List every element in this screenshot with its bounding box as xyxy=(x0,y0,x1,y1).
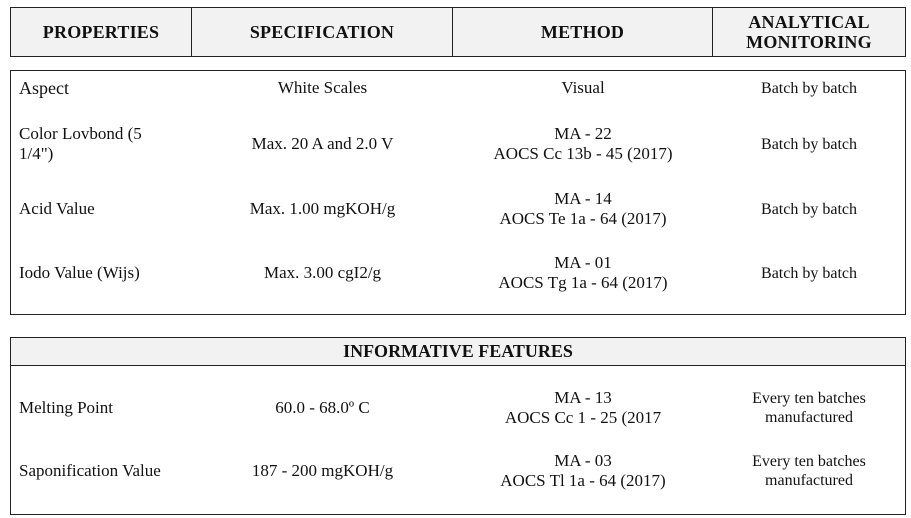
monitoring-cell xyxy=(713,452,905,490)
header-properties: PROPERTIES xyxy=(11,8,192,56)
property-cell xyxy=(11,124,192,164)
method-cell xyxy=(453,253,713,293)
method-line1: MA - 14 xyxy=(554,189,612,208)
method-line2: AOCS Cc 1 - 25 (2017 xyxy=(504,408,662,427)
property-line2: 1/4") xyxy=(19,144,54,163)
monitoring-cell: Batch by batch xyxy=(761,79,857,97)
property-cell: Saponification Value xyxy=(19,461,161,480)
header-analytical-monitoring xyxy=(713,8,905,56)
property-cell: Iodo Value (Wijs) xyxy=(19,263,140,282)
monitoring-cell: Batch by batch xyxy=(761,135,857,153)
monitoring-cell: Batch by batch xyxy=(761,200,857,218)
method-line2: AOCS Cc 13b - 45 (2017) xyxy=(493,144,673,163)
monitoring-line1: Every ten batches xyxy=(752,453,866,470)
header-monitoring-line1: ANALYTICAL xyxy=(748,12,870,32)
header-method: METHOD xyxy=(453,8,713,56)
monitoring-line1: Every ten batches xyxy=(752,390,866,407)
method-cell: Visual xyxy=(561,78,605,97)
spec-cell: Max. 1.00 mgKOH/g xyxy=(249,199,396,218)
header-monitoring-line2: MONITORING xyxy=(746,32,872,52)
spec-cell: Max. 3.00 cgI2/g xyxy=(263,263,382,282)
method-line2: AOCS Tl 1a - 64 (2017) xyxy=(500,471,666,490)
method-cell xyxy=(453,388,713,428)
informative-features-title: INFORMATIVE FEATURES xyxy=(11,338,905,366)
monitoring-line2: manufactured xyxy=(765,409,853,426)
property-cell: Aspect xyxy=(19,78,69,98)
monitoring-line2: manufactured xyxy=(765,472,853,489)
method-line2: AOCS Te 1a - 64 (2017) xyxy=(499,209,667,228)
method-line1: MA - 01 xyxy=(554,253,612,272)
monitoring-cell xyxy=(713,389,905,427)
specifications-table xyxy=(10,70,906,315)
method-cell xyxy=(453,124,713,164)
table-row xyxy=(11,187,905,231)
spec-cell: 187 - 200 mgKOH/g xyxy=(251,461,394,480)
property-cell: Acid Value xyxy=(19,199,95,218)
header-specification: SPECIFICATION xyxy=(192,8,453,56)
table-row xyxy=(11,251,905,295)
monitoring-cell: Batch by batch xyxy=(761,264,857,282)
method-line2: AOCS Tg 1a - 64 (2017) xyxy=(498,273,668,292)
method-cell xyxy=(453,451,713,491)
table-header xyxy=(10,7,906,57)
method-cell xyxy=(453,189,713,229)
table-row xyxy=(11,122,905,166)
method-line1: MA - 03 xyxy=(554,451,612,470)
table-row xyxy=(11,386,905,430)
property-line1: Color Lovbond (5 xyxy=(19,124,142,143)
spec-cell: 60.0 - 68.0º C xyxy=(275,398,370,417)
table-row xyxy=(11,449,905,493)
method-line1: MA - 22 xyxy=(554,124,612,143)
spec-cell: Max. 20 A and 2.0 V xyxy=(251,134,394,153)
spec-cell: White Scales xyxy=(277,78,368,97)
table-row xyxy=(11,76,905,100)
property-cell: Melting Point xyxy=(19,398,113,417)
method-line1: MA - 13 xyxy=(554,388,612,407)
informative-features-table xyxy=(10,337,906,515)
